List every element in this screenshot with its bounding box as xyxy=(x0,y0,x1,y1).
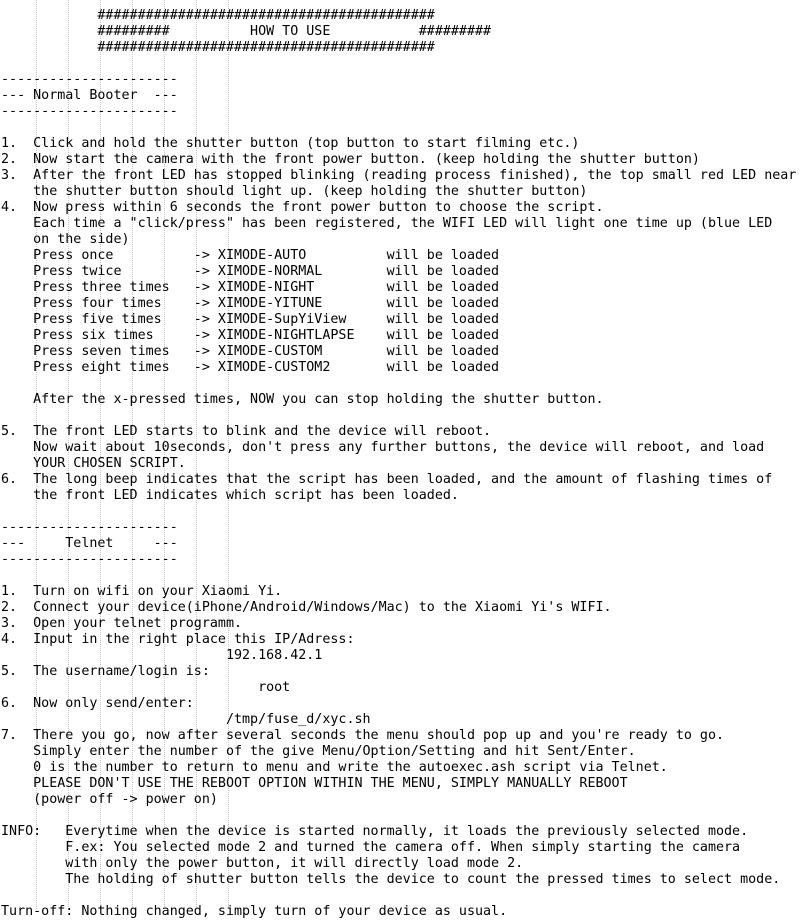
document-line: 6. Now only send/enter: xyxy=(1,696,194,711)
document-line: (power off -> power on) xyxy=(1,792,218,807)
document-line: ---------------------- xyxy=(1,104,178,119)
document-line xyxy=(1,568,806,584)
document-line: ########################################## xyxy=(1,8,435,23)
document-line: 4. Now press within 6 seconds the front power button to choose the script. xyxy=(1,200,604,215)
document-line: YOUR CHOSEN SCRIPT. xyxy=(1,456,186,471)
document-line: 2. Now start the camera with the front power button. (keep holding the shutter button) xyxy=(1,152,700,167)
document-line: 5. The username/login is: xyxy=(1,664,210,679)
document-line: Press five times -> XIMODE-SupYiView will be loaded xyxy=(1,312,500,327)
document-line: Press six times -> XIMODE-NIGHTLAPSE will be loaded xyxy=(1,328,500,343)
document-line: Now wait about 10seconds, don't press any further buttons, the device will reboot, and load xyxy=(1,440,765,455)
document-line xyxy=(1,504,806,520)
document-line: --- Telnet --- xyxy=(1,536,178,551)
document-line: Simply enter the number of the give Menu/Option/Setting and hit Sent/Enter. xyxy=(1,744,636,759)
document-line: with only the power button, it will directly load mode 2. xyxy=(1,856,524,871)
document-line: ---------------------- xyxy=(1,72,178,87)
document-line: F.ex: You selected mode 2 and turned the camera off. When simply starting the camera xyxy=(1,840,741,855)
document-line: 5. The front LED starts to blink and the device will reboot. xyxy=(1,424,492,439)
document-line: ---------------------- xyxy=(1,520,178,535)
document-line: Turn-off: Nothing changed, simply turn of your device as usual. xyxy=(1,904,508,919)
document-line xyxy=(1,376,806,392)
document-line: Press once -> XIMODE-AUTO will be loaded xyxy=(1,248,500,263)
document-line: the front LED indicates which script has been loaded. xyxy=(1,488,459,503)
document-line: 2. Connect your device(iPhone/Android/Windows/Mac) to the Xiaomi Yi's WIFI. xyxy=(1,600,612,615)
document-line: Each time a "click/press" has been registered, the WIFI LED will light one time up (blue LED xyxy=(1,216,773,231)
document-line: ########################################## xyxy=(1,40,435,55)
document-line: 3. After the front LED has stopped blinking (reading process finished), the top small red LED near xyxy=(1,168,797,183)
document-line: After the x-pressed times, NOW you can stop holding the shutter button. xyxy=(1,392,604,407)
document-line: 1. Turn on wifi on your Xiaomi Yi. xyxy=(1,584,283,599)
document-line xyxy=(1,888,806,904)
document-line: root xyxy=(1,680,291,695)
document-line: /tmp/fuse_d/xyc.sh xyxy=(1,712,371,727)
document-line: ---------------------- xyxy=(1,552,178,567)
document-line: 192.168.42.1 xyxy=(1,648,323,663)
document-line: 7. There you go, now after several seconds the menu should pop up and you're ready to go. xyxy=(1,728,725,743)
document-line: Press twice -> XIMODE-NORMAL will be loaded xyxy=(1,264,500,279)
document-line xyxy=(1,408,806,424)
document-line xyxy=(1,120,806,136)
document-line: 3. Open your telnet programm. xyxy=(1,616,243,631)
document-line: 6. The long beep indicates that the script has been loaded, and the amount of flashing times of xyxy=(1,472,773,487)
document-line xyxy=(1,808,806,824)
document-text xyxy=(1,8,806,920)
document-line: --- Normal Booter --- xyxy=(1,88,178,103)
document-line: Press four times -> XIMODE-YITUNE will be loaded xyxy=(1,296,500,311)
document-line xyxy=(1,56,806,72)
document-line: Press three times -> XIMODE-NIGHT will be loaded xyxy=(1,280,500,295)
document-line: on the side) xyxy=(1,232,130,247)
document-line: 0 is the number to return to menu and write the autoexec.ash script via Telnet. xyxy=(1,760,668,775)
document-line: 1. Click and hold the shutter button (top button to start filming etc.) xyxy=(1,136,580,151)
document-line: Press seven times -> XIMODE-CUSTOM will be loaded xyxy=(1,344,500,359)
document-line: The holding of shutter button tells the device to count the pressed times to select mode. xyxy=(1,872,781,887)
document-line: INFO: Everytime when the device is started normally, it loads the previously selected mode. xyxy=(1,824,749,839)
document-line: Press eight times -> XIMODE-CUSTOM2 will be loaded xyxy=(1,360,500,375)
document-line: 4. Input in the right place this IP/Adress: xyxy=(1,632,355,647)
document-line: PLEASE DON'T USE THE REBOOT OPTION WITHIN THE MENU, SIMPLY MANUALLY REBOOT xyxy=(1,776,628,791)
document-line: ######### HOW TO USE ######### xyxy=(1,24,492,39)
document-line: the shutter button should light up. (keep holding the shutter button) xyxy=(1,184,588,199)
